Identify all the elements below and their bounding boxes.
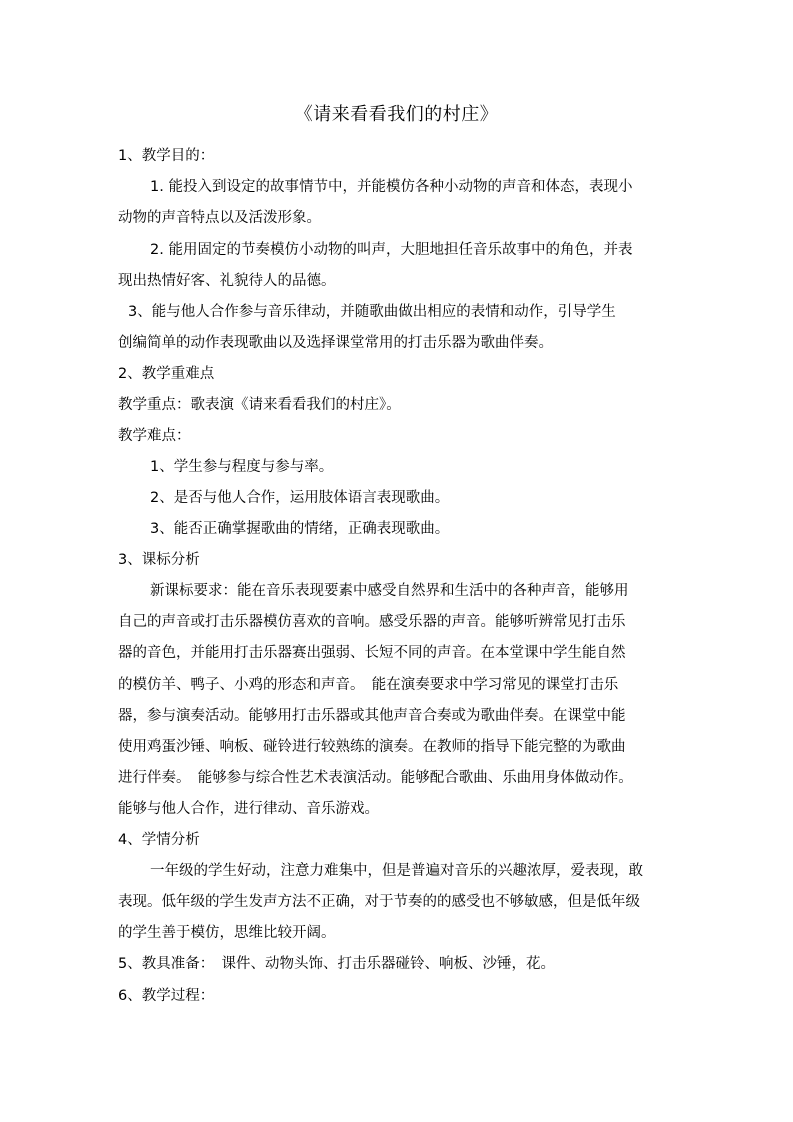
section-heading-objectives: 1、教学目的：: [118, 148, 215, 164]
list-item: 2、是否与他人合作，运用肢体语言表现歌曲。: [150, 490, 450, 506]
document-title: 《请来看看我们的村庄》: [294, 104, 499, 125]
section-heading-curriculum: 3、课标分析: [118, 552, 200, 568]
section-heading-key-points: 2、教学重难点: [118, 366, 215, 382]
paragraph-line: 器，参与演奏活动。能够用打击乐器或其他声音合奏或为歌曲伴奏。在课堂中能: [118, 708, 626, 724]
paragraph-line: 的学生善于模仿，思维比较开阔。: [118, 925, 336, 941]
section-heading-students: 4、学情分析: [118, 832, 200, 848]
paragraph-line: 器的音色，并能用打击乐器赛出强弱、长短不同的声音。在本堂课中学生能自然: [118, 645, 626, 661]
paragraph-line: 表现。低年级的学生发声方法不正确，对于节奏的的感受也不够敏感，但是低年级: [118, 894, 640, 910]
paragraph-line: 教学重点：歌表演《请来看看我们的村庄》。: [118, 397, 401, 413]
paragraph-line: 进行伴奏。 能够参与综合性艺术表演活动。能够配合歌曲、乐曲用身体做动作。: [118, 770, 633, 786]
paragraph-line: 能够与他人合作，进行律动、音乐游戏。: [118, 801, 379, 817]
list-item: 1、学生参与程度与参与率。: [150, 459, 334, 475]
paragraph-line: 新课标要求：能在音乐表现要素中感受自然界和生活中的各种声音，能够用: [150, 583, 629, 599]
paragraph-line: 现出热情好客、礼貌待人的品德。: [118, 273, 336, 289]
paragraph-line: 2. 能用固定的节奏模仿小动物的叫声，大胆地担任音乐故事中的角色，并表: [150, 242, 633, 258]
paragraph-line: 使用鸡蛋沙锤、响板、碰铃进行较熟练的演奏。在教师的指导下能完整的为歌曲: [118, 739, 626, 755]
paragraph-line: 1. 能投入到设定的故事情节中，并能模仿各种小动物的声音和体态，表现小: [150, 179, 633, 195]
paragraph-line: 动物的声音特点以及活泼形象。: [118, 210, 321, 226]
paragraph-line: 的模仿羊、鸭子、小鸡的形态和声音。 能在演奏要求中学习常见的课堂打击乐: [118, 677, 619, 693]
paragraph-line: 3、能与他人合作参与音乐律动，并随歌曲做出相应的表情和动作，引导学生: [128, 304, 616, 320]
paragraph-line: 教学难点：: [118, 428, 191, 444]
section-heading-process: 6、教学过程：: [118, 988, 215, 1004]
section-heading-materials: 5、教具准备： 课件、动物头饰、打击乐器碰铃、响板、沙锤，花。: [118, 956, 555, 972]
paragraph-line: 自己的声音或打击乐器模仿喜欢的音响。感受乐器的声音。能够听辨常见打击乐: [118, 614, 626, 630]
paragraph-line: 创编简单的动作表现歌曲以及选择课堂常用的打击乐器为歌曲伴奏。: [118, 335, 553, 351]
paragraph-line: 一年级的学生好动，注意力难集中，但是普遍对音乐的兴趣浓厚，爱表现，敢: [150, 863, 643, 879]
list-item: 3、能否正确掌握歌曲的情绪，正确表现歌曲。: [150, 521, 450, 537]
